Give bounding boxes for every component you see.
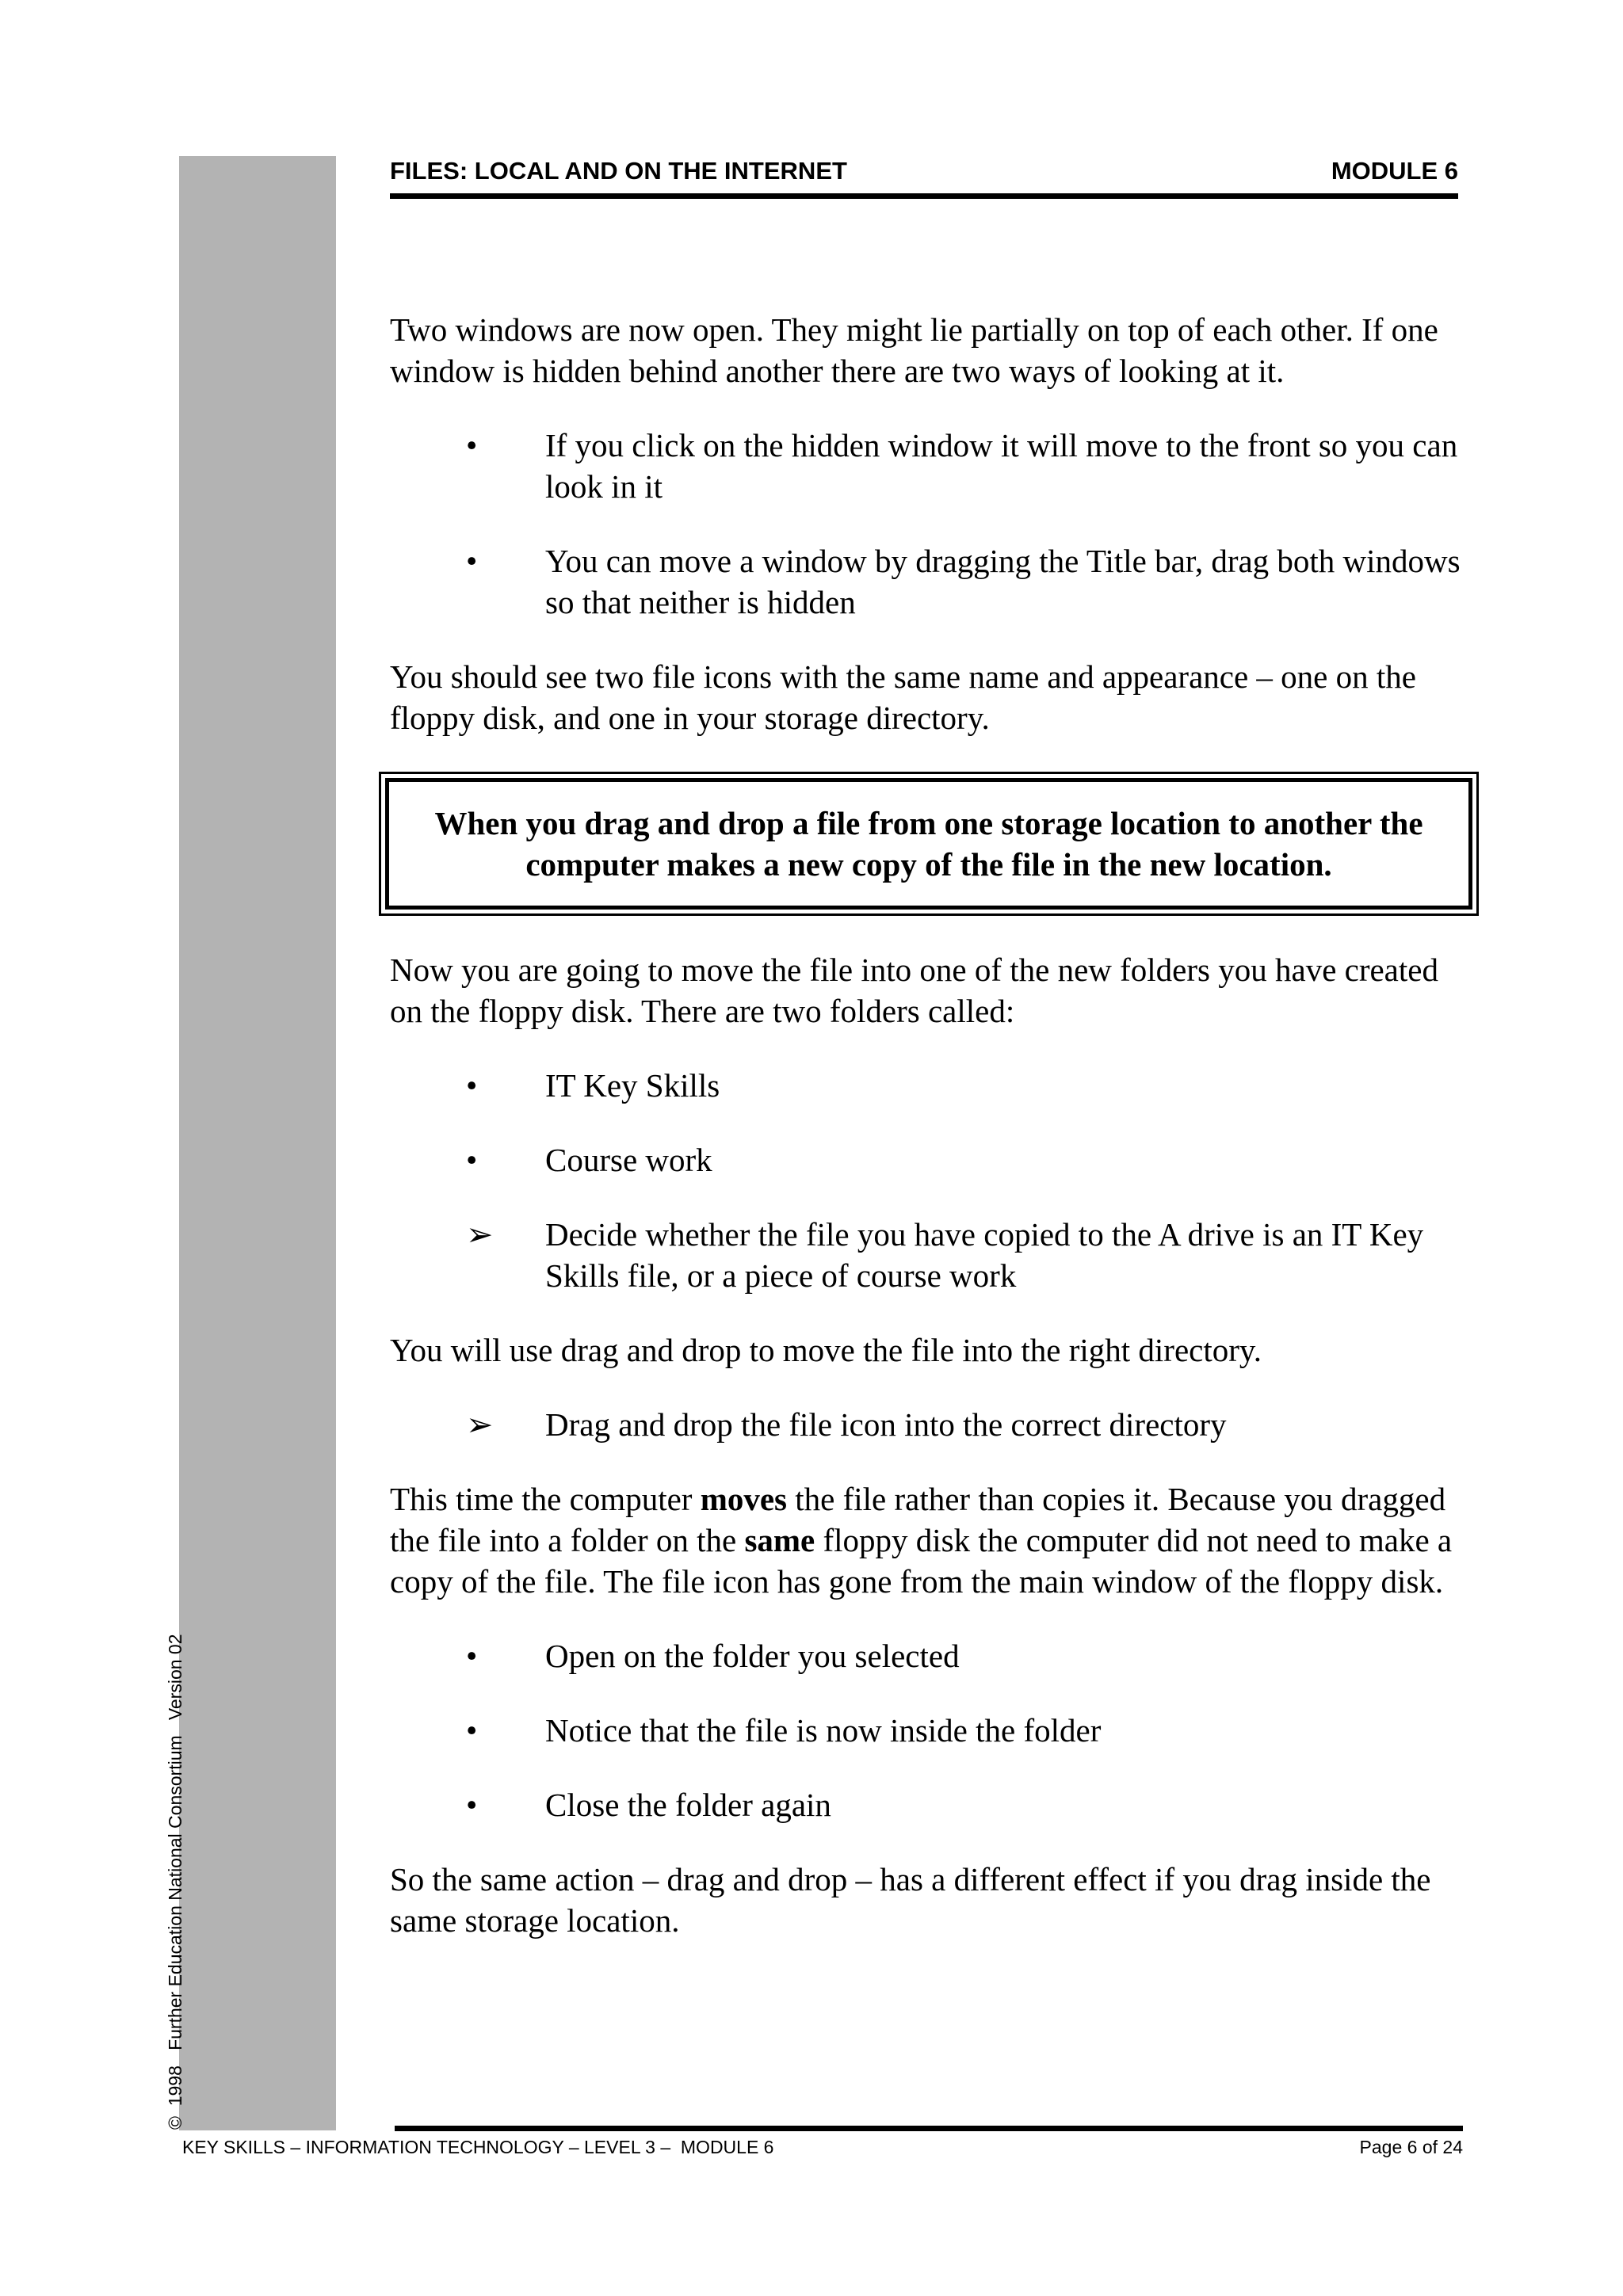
bullet-list — [390, 1065, 1468, 1296]
list-item — [390, 1635, 1468, 1676]
bullet-list — [390, 1635, 1468, 1825]
list-item-text: Notice that the file is now inside the folder — [545, 1712, 1102, 1749]
header-module: MODULE 6 — [1331, 157, 1458, 185]
sidebar-band — [179, 156, 336, 2130]
header-title: FILES: LOCAL AND ON THE INTERNET — [390, 157, 847, 185]
paragraph: Now you are going to move the file into one of the new folders you have created on the floppy disk. There are two folders called: — [390, 952, 1438, 1029]
text-run: floppy disk the computer did not need to make a copy of the file. The file icon has gone from the main window of the floppy disk. — [390, 1522, 1453, 1600]
page-number: Page 6 of 24 — [1359, 2137, 1463, 2157]
callout-box — [379, 772, 1479, 916]
list-item-text: Open on the folder you selected — [545, 1638, 960, 1674]
bold-text: same — [744, 1522, 815, 1558]
bold-text: moves — [700, 1481, 787, 1517]
list-item — [390, 1139, 1468, 1180]
list-item-text: Decide whether the file you have copied to the A drive is an IT Key Skills file, or a piece of course work — [545, 1216, 1424, 1294]
list-item-text: Drag and drop the file icon into the correct directory — [545, 1406, 1227, 1443]
list-item — [390, 1065, 1468, 1106]
text-run: This time the computer — [390, 1481, 701, 1517]
arrow-marker: ➢ — [466, 1406, 494, 1443]
bullet-marker: • — [466, 1067, 478, 1104]
list-item — [390, 1784, 1468, 1825]
footer-course: KEY SKILLS – INFORMATION TECHNOLOGY – LEVEL 3 – MODULE 6 — [182, 2137, 774, 2157]
paragraph: So the same action – drag and drop – has a different effect if you drag inside the same storage location. — [390, 1861, 1431, 1939]
list-item-text: You can move a window by dragging the Title bar, drag both windows so that neither is hidden — [545, 543, 1461, 620]
list-item — [390, 425, 1468, 507]
paragraph: Two windows are now open. They might lie partially on top of each other. If one window is hidden behind another there are two ways of looking at it. — [390, 311, 1438, 389]
bullet-marker: • — [466, 1638, 478, 1674]
list-item — [390, 1710, 1468, 1751]
bullet-marker: • — [466, 427, 478, 463]
list-item — [390, 1404, 1468, 1445]
list-item-text: IT Key Skills — [545, 1067, 720, 1104]
list-item-text: If you click on the hidden window it will move to the front so you can look in it — [545, 427, 1458, 505]
bullet-marker: • — [466, 543, 478, 579]
list-item — [390, 1214, 1468, 1296]
callout-text: When you drag and drop a file from one storage location to another the computer makes a new copy of the file in the new location. — [385, 778, 1472, 910]
list-item-text: Course work — [545, 1142, 712, 1178]
page-header — [390, 157, 1458, 196]
list-item — [390, 540, 1468, 623]
arrow-marker: ➢ — [466, 1216, 494, 1253]
page-content — [390, 309, 1468, 1941]
list-item-text: Close the folder again — [545, 1787, 831, 1823]
bullet-list — [390, 425, 1468, 623]
bullet-marker: • — [466, 1712, 478, 1749]
header-rule — [390, 193, 1458, 199]
text-run: the file rather than copies it. Because you dragged the file into a folder on the — [390, 1481, 1446, 1558]
paragraph — [390, 1478, 1468, 1602]
paragraph: You will use drag and drop to move the file into the right directory. — [390, 1332, 1262, 1368]
copyright-notice: © 1998 Further Education National Consortium Version 02 — [165, 1634, 185, 2130]
paragraph: You should see two file icons with the same name and appearance – one on the floppy disk, and one in your storage directory. — [390, 658, 1416, 736]
bullet-marker: • — [466, 1787, 478, 1823]
footer-rule — [395, 2126, 1463, 2131]
bullet-marker: • — [466, 1142, 478, 1178]
bullet-list — [390, 1404, 1468, 1445]
